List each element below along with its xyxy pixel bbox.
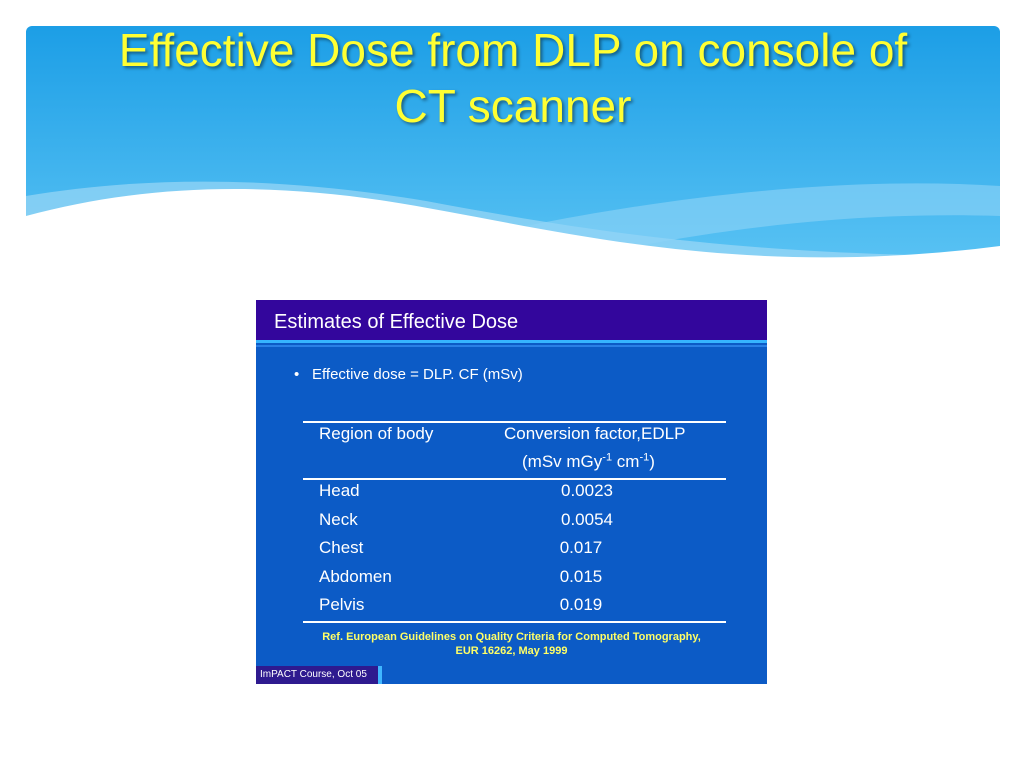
table-row-factor: 0.015 [559, 567, 603, 586]
formula-text: Effective dose = DLP. CF (mSv) [312, 366, 523, 383]
embedded-slide-header [256, 300, 767, 340]
course-footer-tag: ImPACT Course, Oct 05 [256, 666, 382, 684]
table-row-factor: 0.017 [559, 538, 603, 557]
table-header-region: Region of body [319, 424, 434, 443]
slide-title-line-2: CT scanner [394, 80, 632, 132]
reference-line-1: Ref. European Guidelines on Quality Criteria for Computed Tomography, [322, 631, 701, 643]
reference-note [276, 630, 747, 658]
bullet-dot-icon: • [294, 366, 300, 383]
table-row-factor: 0.0054 [561, 510, 613, 529]
reference-line-2: EUR 16262, May 1999 [455, 645, 568, 657]
slide-title [26, 22, 1000, 134]
table-row-factor: 0.0023 [561, 481, 613, 500]
embedded-slide-image [256, 300, 767, 684]
table-bottom-rule [303, 621, 726, 623]
header-accent-rule-secondary [256, 345, 767, 347]
table-row-region: Neck [319, 510, 358, 529]
table-row-region: Pelvis [319, 595, 365, 614]
embedded-slide-title: Estimates of Effective Dose [274, 311, 519, 333]
table-header-factor: Conversion factor,EDLP [504, 424, 686, 443]
table-row-region: Abdomen [319, 567, 392, 586]
slide-title-line-1: Effective Dose from DLP on console of [118, 24, 908, 76]
table-row-region: Chest [319, 538, 364, 557]
table-row-region: Head [319, 481, 360, 500]
table-header-unit: (mSv mGy$^{-1}$ $cm^{-1}$) [522, 451, 655, 471]
table-row-factor: 0.019 [559, 595, 603, 614]
formula-bullet [294, 366, 523, 384]
header-accent-rule [256, 340, 767, 343]
